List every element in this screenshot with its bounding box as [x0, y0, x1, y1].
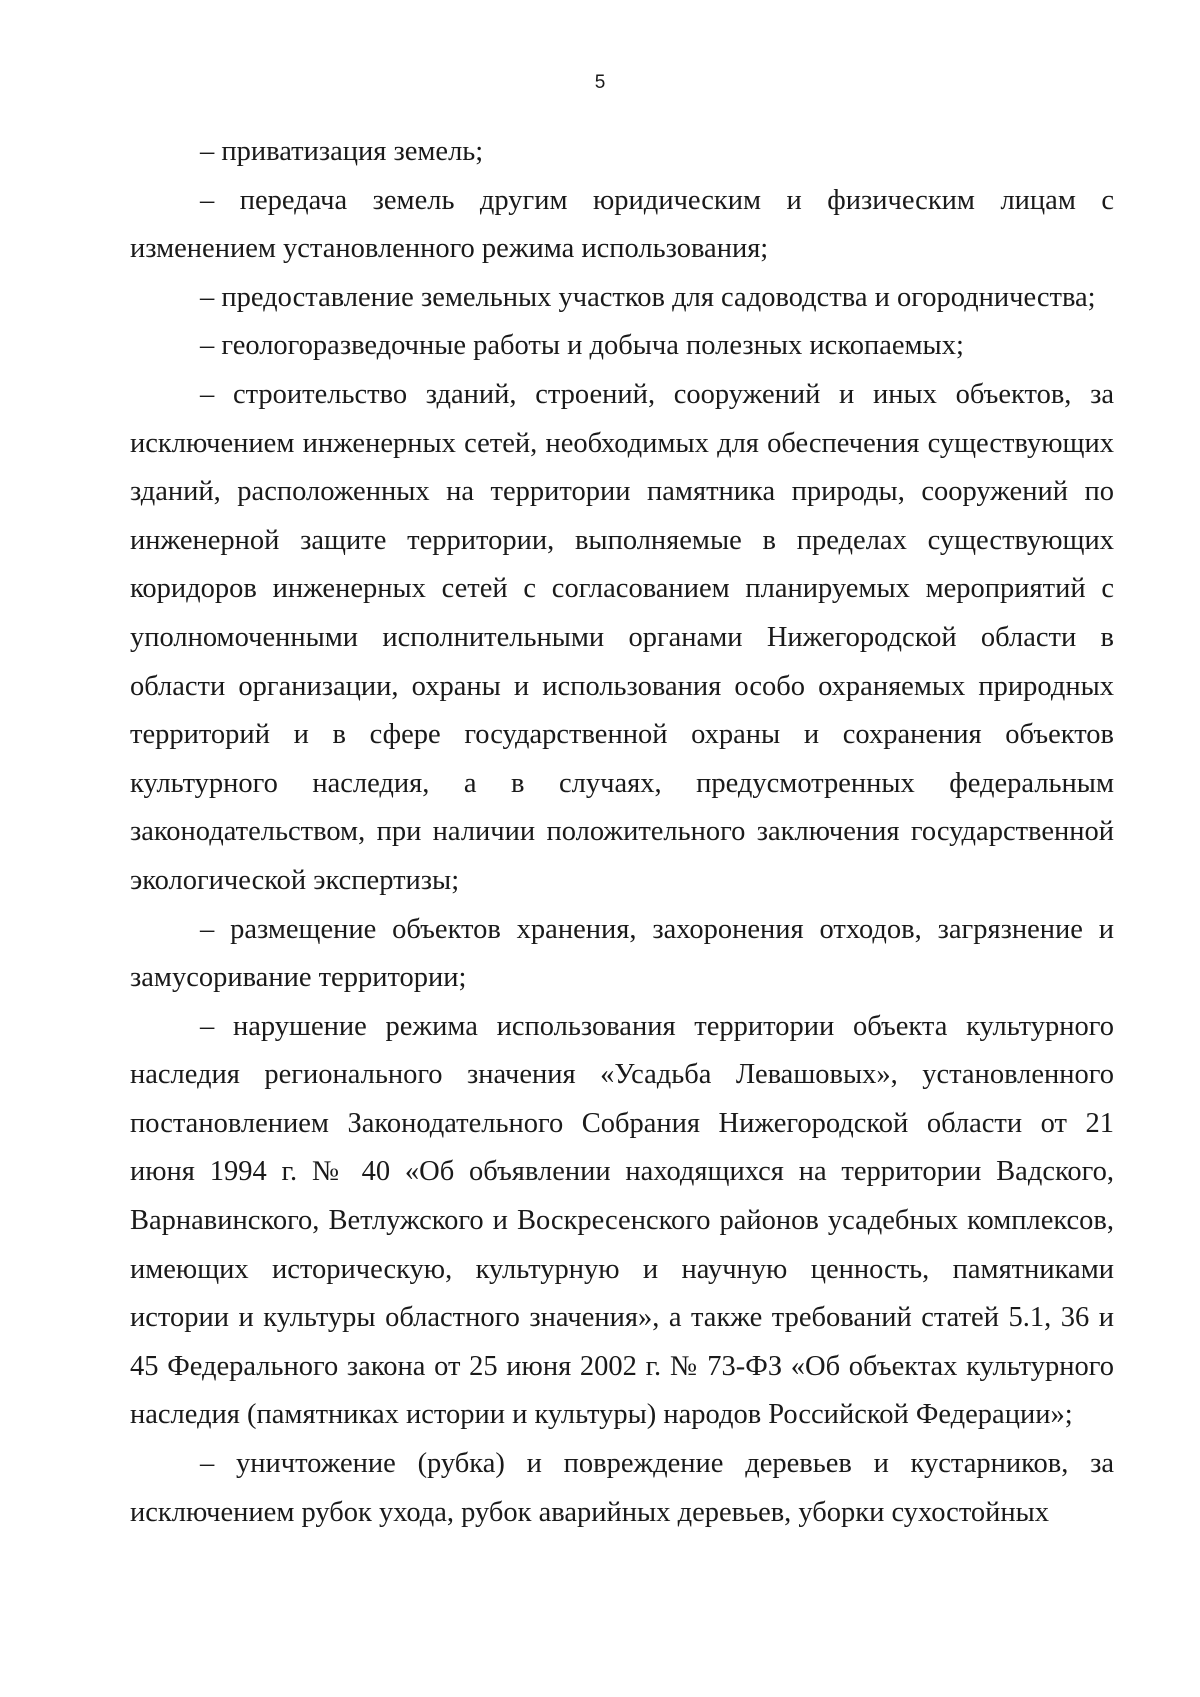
paragraph-waste-placement: – размещение объектов хранения, захоронения отходов, загрязнение и замусоривание территории; — [130, 913, 1114, 994]
paragraph-tree-felling: – уничтожение (рубка) и повреждение деревьев и кустарников, за исключением рубок ухода, рубок аварийных деревьев, уборки сухостойных — [130, 1448, 1114, 1528]
paragraph-land-transfer: – передача земель другим юридическим и физическим лицам с изменением установленного режима использования; — [130, 184, 1114, 265]
paragraph-privatization: – приватизация земель; — [200, 136, 484, 167]
paragraph-garden-plots: – предоставление земельных участков для садоводства и огородничества; — [200, 281, 1096, 313]
paragraph-geological-works: – геологоразведочные работы и добыча полезных ископаемых; — [200, 330, 964, 362]
paragraph-construction: – строительство зданий, строений, сооружений и иных объектов, за исключением инженерных сетей, необходимых для обеспечения существующих зданий, расположенных на территории памятника природы, сооружений по инженерной защите территории, выполняемые в пределах существующих коридоров инженерных сетей с согласованием планируемых мероприятий с уполномоченными исполнительными органами Нижегородской области в области организации, охраны и использования особо охраняемых природных территорий и в сфере государственной охраны и сохранения объектов культурного наследия, а в случаях, предусмотренных федеральным законодательством, при наличии положительного заключения государственной экологической экспертизы; — [130, 378, 1114, 896]
paragraph-cultural-heritage: – нарушение режима использования территории объекта культурного наследия регионального значения «Усадьба Левашовых», установленного постановлением Законодательного Собрания Нижегородской области от 21 июня 1994 г. № 40 «Об объявлении находящихся на территории Вадского, Варнавинского, Ветлужского и Воскресенского районов усадебных комплексов, имеющих историческую, культурную и научную ценность, памятниками истории и культуры областного значения», а также требований статей 5.1, 36 и 45 Федерального закона от 25 июня 2002 г. № 73-ФЗ «Об объектах культурного наследия (памятниках истории и культуры) народов Российской Федерации»; — [130, 1010, 1114, 1431]
document-body — [130, 128, 1114, 1537]
page-number: 5 — [594, 72, 606, 93]
